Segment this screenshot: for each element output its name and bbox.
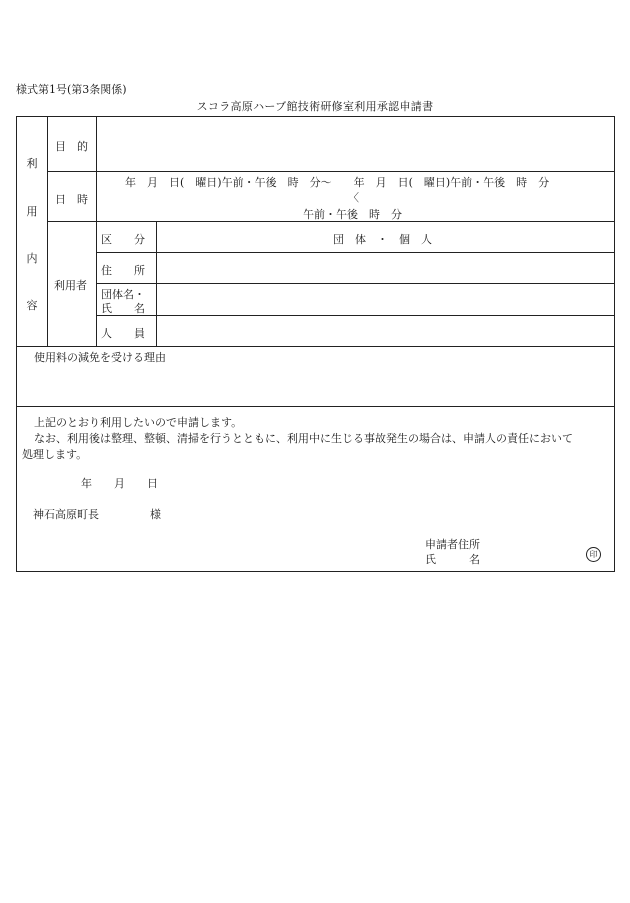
divider-reduction-section <box>17 406 615 407</box>
purpose-field[interactable] <box>99 120 611 168</box>
group-name-label: 団体名・ <box>101 288 145 301</box>
usage-section-char: 容 <box>26 299 38 312</box>
address-label: 住 所 <box>101 264 145 277</box>
divider-purpose-row <box>47 171 615 172</box>
application-form-table <box>16 116 615 572</box>
name-label: 氏 名 <box>101 302 145 315</box>
group-name-field[interactable] <box>159 286 611 312</box>
addressee: 神石高原町長 <box>33 508 99 521</box>
application-date[interactable]: 年 月 日 <box>81 477 158 490</box>
category-options[interactable]: 団 体 ・ 個 人 <box>333 233 432 246</box>
purpose-label: 目 的 <box>55 140 88 153</box>
usage-section-char: 利 <box>26 157 38 170</box>
seal-icon: 印 <box>586 547 601 562</box>
datetime-label: 日 時 <box>55 193 88 206</box>
address-field[interactable] <box>159 255 611 281</box>
declaration-line-2: なお、利用後は整理、整頓、清掃を行うとともに、利用中に生じる事故発生の場合は、申請人の責任において <box>34 432 573 445</box>
datetime-range-mark: 〈 <box>348 191 359 204</box>
people-count-field[interactable] <box>159 318 611 344</box>
datetime-range-line[interactable]: 年 月 日( 曜日)午前・午後 時 分〜 年 月 日( 曜日)午前・午後 時 分 <box>125 176 550 189</box>
divider-usage-section <box>17 346 615 347</box>
declaration-line-1: 上記のとおり利用したいので申請します。 <box>34 416 243 429</box>
divider-label-column <box>96 117 97 346</box>
divider-group-row <box>96 315 615 316</box>
addressee-honorific: 様 <box>150 508 161 521</box>
divider-section-column <box>47 117 48 346</box>
category-label: 区 分 <box>101 233 145 246</box>
form-title: スコラ高原ハーブ館技術研修室利用承認申請書 <box>196 100 434 113</box>
user-label: 利用者 <box>54 279 87 292</box>
people-count-label: 人 員 <box>101 327 145 340</box>
applicant-name-label: 氏 名 <box>425 553 480 566</box>
form-number: 様式第1号(第3条関係) <box>16 83 127 96</box>
datetime-end-time[interactable]: 午前・午後 時 分 <box>303 208 402 221</box>
applicant-address-label: 申請者住所 <box>425 538 480 551</box>
fee-reduction-label: 使用料の減免を受ける理由 <box>34 351 166 364</box>
usage-section-char: 内 <box>26 252 38 265</box>
divider-category-row <box>96 252 615 253</box>
declaration-line-3: 処理します。 <box>22 448 88 461</box>
usage-section-char: 用 <box>26 205 38 218</box>
divider-address-row <box>96 283 615 284</box>
fee-reduction-field[interactable] <box>21 365 611 403</box>
